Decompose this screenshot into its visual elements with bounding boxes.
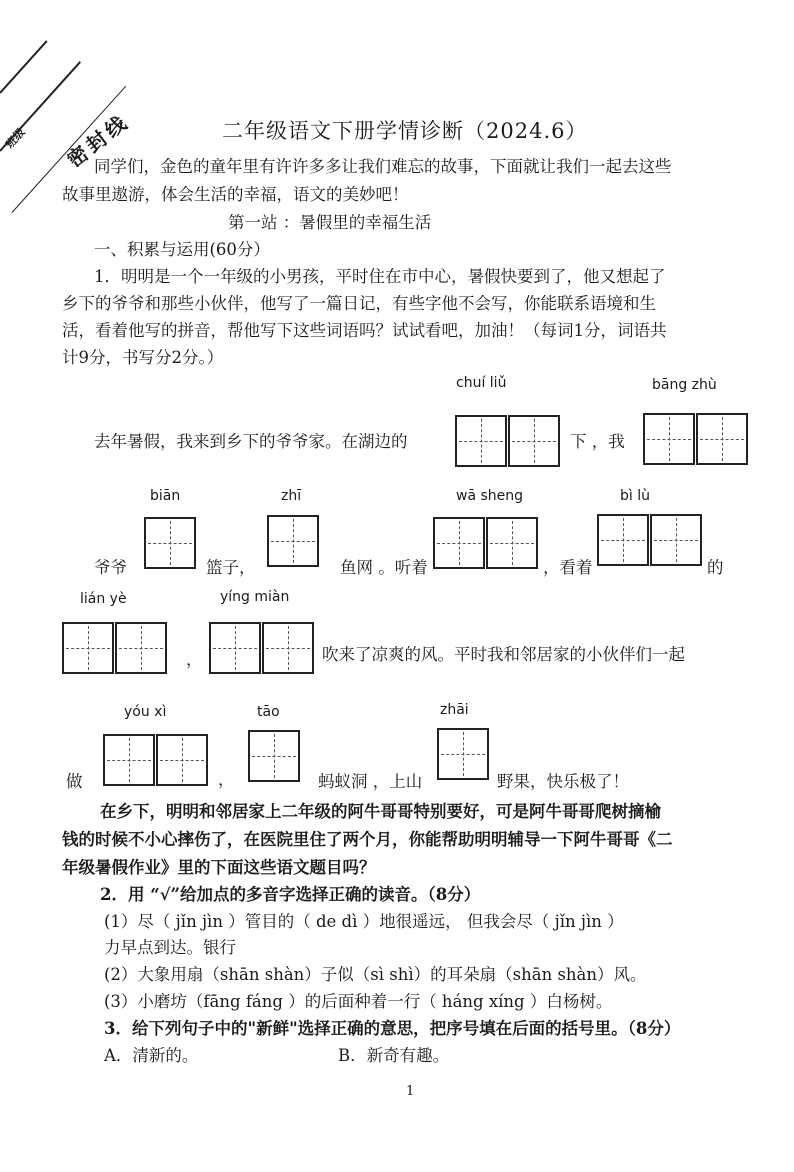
pinyin-lianye: lián yè — [80, 591, 127, 607]
writing-box[interactable] — [696, 413, 748, 465]
q3-option-a: A．清新的。 — [104, 1046, 199, 1065]
writing-box[interactable] — [103, 734, 155, 786]
diary-row1-mid: 下 ，我 — [570, 432, 625, 451]
q1-line-2: 乡下的爷爷和那些小伙伴，他写了一篇日记，有些字他不会写，你能联系语境和生 — [62, 294, 656, 313]
q3-option-b: B．新奇有趣。 — [338, 1046, 450, 1065]
pinyin-chuiliu: chuí liǔ — [456, 375, 507, 391]
diary-row2-c: 鱼网 。听着 — [340, 558, 428, 577]
section-heading: 一、积累与运用(60分） — [94, 240, 270, 259]
q2-title: 2．用 “√”给加点的多音字选择正确的读音。（8分） — [100, 885, 481, 904]
diary-row2-b: 篮子， — [206, 558, 256, 577]
pinyin-washeng: wā sheng — [456, 488, 524, 504]
writing-box[interactable] — [209, 622, 261, 674]
page-title: 二年级语文下册学情诊断（2024.6） — [222, 119, 588, 143]
writing-box[interactable] — [486, 517, 538, 569]
intro-line-1: 同学们，金色的童年里有许许多多让我们难忘的故事，下面就让我们一起去这些 — [94, 157, 672, 176]
para2-line-3: 年级暑假作业》里的下面这些语文题目吗？ — [62, 858, 376, 877]
pinyin-bilu: bì lù — [620, 488, 650, 504]
class-label: 班级 — [3, 125, 28, 151]
q1-line-1: 1．明明是一个一年级的小男孩，平时住在市中心，暑假快要到了，他又想起了 — [94, 267, 666, 286]
q1-line-4: 计9分，书写分2分。） — [62, 348, 224, 367]
writing-box[interactable] — [597, 514, 649, 566]
page-number: 1 — [406, 1084, 415, 1099]
writing-box[interactable] — [433, 517, 485, 569]
seal-line-label: 密封线 — [62, 108, 134, 173]
diary-row4-c: 蚂蚁洞 ，上山 — [318, 772, 423, 791]
writing-box[interactable] — [262, 622, 314, 674]
q2-item1-line1: (1）尽（ jǐn jìn ）管目的（ de dì ）地很遥远， 但我会尽（ jǐn jìn ） — [104, 912, 624, 931]
pinyin-zhai: zhāi — [440, 702, 469, 718]
diary-row3-b: 吹来了凉爽的风。平时我和邻居家的小伙伴们一起 — [322, 645, 685, 664]
diary-row2-e: 的 — [707, 558, 724, 577]
writing-box[interactable] — [156, 734, 208, 786]
writing-box[interactable] — [62, 622, 114, 674]
q3-title: 3．给下列句子中的"新鲜"选择正确的意思，把序号填在后面的括号里。（8分） — [104, 1019, 681, 1038]
diary-row1-text: 去年暑假，我来到乡下的爷爷家。在湖边的 — [94, 432, 408, 451]
para2-line-2: 钱的时候不小心摔伤了，在医院里住了两个月，你能帮助明明辅导一下阿牛哥哥《二 — [62, 830, 673, 849]
q2-item2: (2）大象用扇（shān shàn）子似（sì shì）的耳朵扇（shān shàn）风。 — [104, 965, 647, 984]
q2-item1-line2: 力早点到达。银行 — [104, 938, 236, 957]
writing-box[interactable] — [267, 515, 319, 567]
q2-item3: (3）小磨坊（fāng fáng ）的后面种着一行（ háng xíng ）白杨树。 — [104, 992, 613, 1011]
writing-box[interactable] — [115, 622, 167, 674]
para2-line-1: 在乡下，明明和邻居家上二年级的阿牛哥哥特别要好，可是阿牛哥哥爬树摘榆 — [100, 802, 661, 821]
pinyin-zhi: zhī — [281, 488, 302, 504]
pinyin-yingmian: yíng miàn — [220, 589, 290, 605]
writing-box[interactable] — [650, 514, 702, 566]
diary-row4-a: 做 — [66, 772, 83, 791]
writing-box[interactable] — [144, 517, 196, 569]
pinyin-bian: biān — [150, 488, 181, 504]
writing-box[interactable] — [248, 730, 300, 782]
q1-line-3: 活，看着他写的拼音，帮他写下这些词语吗？试试看吧，加油！（每词1分，词语共 — [62, 321, 667, 340]
diary-row2-d: ，看着 — [543, 558, 593, 577]
pinyin-tao: tāo — [257, 704, 280, 720]
diary-row4-b: ， — [218, 770, 235, 789]
pinyin-youxi: yóu xì — [124, 704, 167, 720]
diary-row2-a: 爷爷 — [94, 558, 127, 577]
intro-line-2: 故事里遨游，体会生活的幸福，语文的美妙吧！ — [62, 185, 409, 204]
pinyin-bangzhu: bāng zhù — [652, 377, 717, 393]
writing-box[interactable] — [437, 728, 489, 780]
writing-box[interactable] — [643, 413, 695, 465]
writing-box[interactable] — [508, 415, 560, 467]
diary-row3-a: ， — [186, 650, 203, 669]
station-heading: 第一站 ：暑假里的幸福生活 — [228, 213, 432, 232]
diary-row4-d: 野果，快乐极了！ — [497, 772, 629, 791]
writing-box[interactable] — [455, 415, 507, 467]
